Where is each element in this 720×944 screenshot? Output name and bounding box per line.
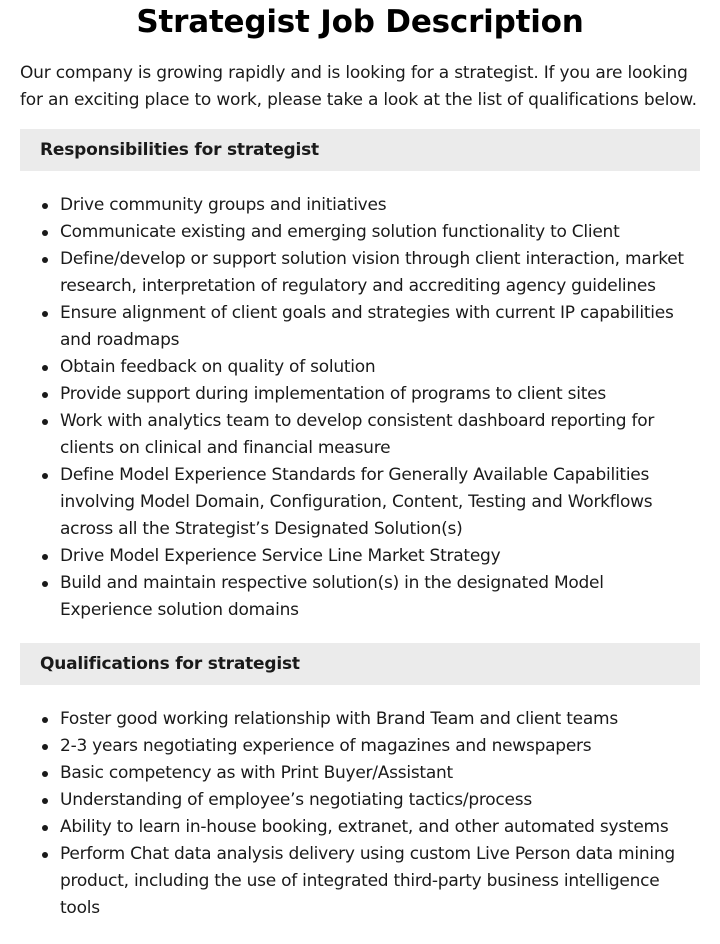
responsibilities-list [20,192,700,624]
list-item: Define/develop or support solution vision through client interaction, market research, interpretation of regulatory and accrediting agency guidelines [20,246,700,300]
list-item: Obtain feedback on quality of solution [20,354,700,381]
list-item: Define Model Experience Standards for Generally Available Capabilities involving Model Domain, Configuration, Content, Testing and Workflows across all the Strategist’s Designated Solution(s) [20,462,700,543]
page-title: Strategist Job Description [136,4,584,40]
list-item: Foster good working relationship with Brand Team and client teams [20,706,700,733]
list-item: Drive Model Experience Service Line Market Strategy [20,543,700,570]
list-item: Ensure alignment of client goals and strategies with current IP capabilities and roadmaps [20,300,700,354]
list-item: Basic competency as with Print Buyer/Assistant [20,760,700,787]
qualifications-list [20,706,700,922]
list-item: Ability to learn in-house booking, extranet, and other automated systems [20,814,700,841]
list-item: Communicate existing and emerging solution functionality to Client [20,219,700,246]
qualifications-header: Qualifications for strategist [20,643,700,685]
list-item: 2-3 years negotiating experience of magazines and newspapers [20,733,700,760]
list-item: Work with analytics team to develop consistent dashboard reporting for clients on clinical and financial measure [20,408,700,462]
list-item: Understanding of employee’s negotiating tactics/process [20,787,700,814]
intro-paragraph: Our company is growing rapidly and is looking for a strategist. If you are looking for an exciting place to work, please take a look at the list of qualifications below. [20,63,697,110]
list-item: Build and maintain respective solution(s) in the designated Model Experience solution domains [20,570,700,624]
list-item: Drive community groups and initiatives [20,192,700,219]
list-item: Perform Chat data analysis delivery using custom Live Person data mining product, including the use of integrated third-party business intelligence tools [20,841,700,922]
responsibilities-header: Responsibilities for strategist [20,129,700,171]
list-item: Provide support during implementation of programs to client sites [20,381,700,408]
